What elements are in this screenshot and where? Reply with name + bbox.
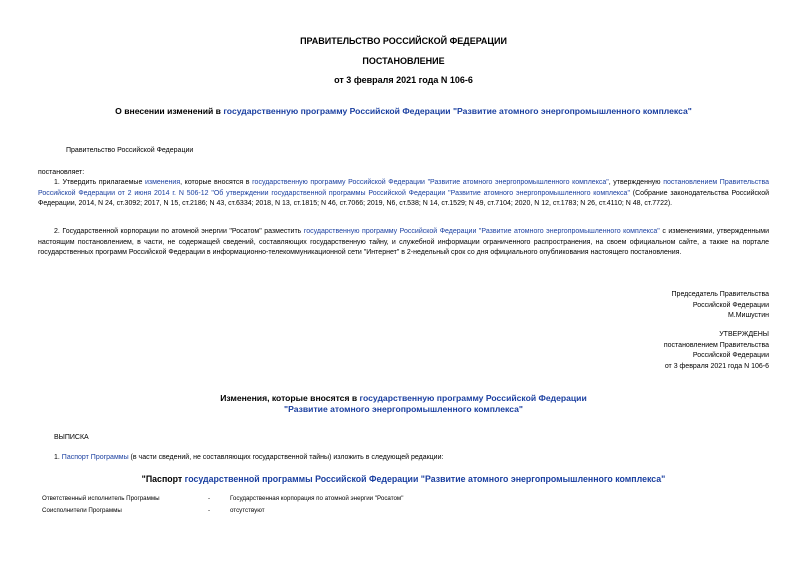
changes-title (0, 393, 807, 415)
item2-text-1: 2. Государственной корпорации по атомной энергии "Росатом" разместить (54, 228, 304, 235)
item2-text-2: с изменениями, утвержденными настоящим постановлением, в части, не содержащей сведений, составляющих государственную тайну, и служебной информации ограниченного распространения, на своем официальном сайте, а также на портале государственных программ Российской Федерации в информационно-телекоммуникационной сети "Интернет" в 2-недельный срок со дня официального опубликования настоящего постановления. (38, 228, 769, 257)
signature-name: М.Мишустин (727, 312, 769, 320)
passport-title (0, 474, 807, 484)
item1-text-3: , утвержденную (608, 179, 664, 186)
passport-row-label: Соисполнители Программы (42, 507, 122, 514)
item1-changes-link[interactable]: изменения (144, 179, 181, 186)
passport-item (54, 453, 443, 464)
item1-text-2: , которые вносятся в (180, 179, 253, 186)
changes-title-link-2[interactable]: "Развитие атомного энергопромышленного комплекса" (284, 404, 523, 414)
paragraph-item-2 (38, 227, 769, 259)
document-title (0, 106, 807, 116)
item1-resolution-link[interactable]: постановлением Правительства Российской Федерации от 2 июня 2014 г. N 506-12 "Об утверждении государственной программы Российской Федерации "Развитие атомного энергопромышленного комплекса" (38, 179, 769, 197)
passport-title-prefix: "Паспорт (141, 474, 185, 484)
intro-resolves: постановляет: (38, 169, 85, 176)
passport-row-label: Ответственный исполнитель Программы (42, 495, 160, 502)
approval-line-3: от 3 февраля 2021 года N 106-6 (664, 362, 769, 370)
paragraph-item-1 (38, 178, 769, 210)
title-prefix: О внесении изменений в (115, 106, 224, 116)
passport-program-link[interactable]: Паспорт Программы (61, 454, 129, 461)
passport-row-dash: - (208, 495, 211, 502)
title-program-link[interactable]: государственную программу Российской Федерации "Развитие атомного энергопромышленного комплекса" (223, 106, 692, 116)
passport-title-link[interactable]: государственной программы Российской Федерации "Развитие атомного энергопромышленного комплекса" (184, 474, 666, 484)
signature-position-2: Российской Федерации (692, 301, 769, 309)
changes-title-link-1[interactable]: государственную программу Российской Федерации (359, 393, 587, 403)
extract-label: ВЫПИСКА (54, 434, 89, 441)
approval-line-2: Российской Федерации (692, 352, 769, 360)
government-heading: ПРАВИТЕЛЬСТВО РОССИЙСКОЙ ФЕДЕРАЦИИ (300, 36, 507, 46)
item1-program-link[interactable]: государственную программу Российской Федерации "Развитие атомного энергопромышленного комплекса" (252, 179, 609, 186)
passport-item-number: 1. (54, 454, 62, 461)
approval-line-1: постановлением Правительства (663, 341, 769, 349)
item2-program-link[interactable]: государственную программу Российской Федерации "Развитие атомного энергопромышленного комплекса" (303, 228, 660, 235)
passport-item-text: (в части сведений, не составляющих государственной тайны) изложить в следующей редакции: (128, 454, 444, 461)
approval-block (664, 330, 769, 372)
passport-row-value: Государственная корпорация по атомной энергии "Росатом" (230, 495, 404, 502)
document-type: ПОСТАНОВЛЕНИЕ (362, 56, 445, 66)
intro-government: Правительство Российской Федерации (66, 147, 194, 154)
signature-block (672, 290, 769, 322)
changes-title-prefix: Изменения, которые вносятся в (220, 393, 360, 403)
approval-word: УТВЕРЖДЕНЫ (719, 331, 769, 338)
signature-position-1: Председатель Правительства (671, 291, 769, 298)
item1-text-4: (Собрание законодательства Российской Федерации, 2014, N 24, ст.3092; 2017, N 15, ст.2186; N 43, ст.6334; 2018, N 13, ст.1815; N 46, ст.7066; 2019, N6, ст.538; N 14, ст.1529; N 49, ст.7104; 2020, N 12, ст.1783; N 26, ст.4110; N 48, ст.7722). (38, 189, 770, 208)
passport-row-value: отсутствуют (230, 507, 265, 514)
passport-row-dash: - (208, 507, 211, 514)
document-date-number: от 3 февраля 2021 года N 106-6 (334, 75, 473, 85)
item1-text-1: 1. Утвердить прилагаемые (54, 179, 145, 186)
